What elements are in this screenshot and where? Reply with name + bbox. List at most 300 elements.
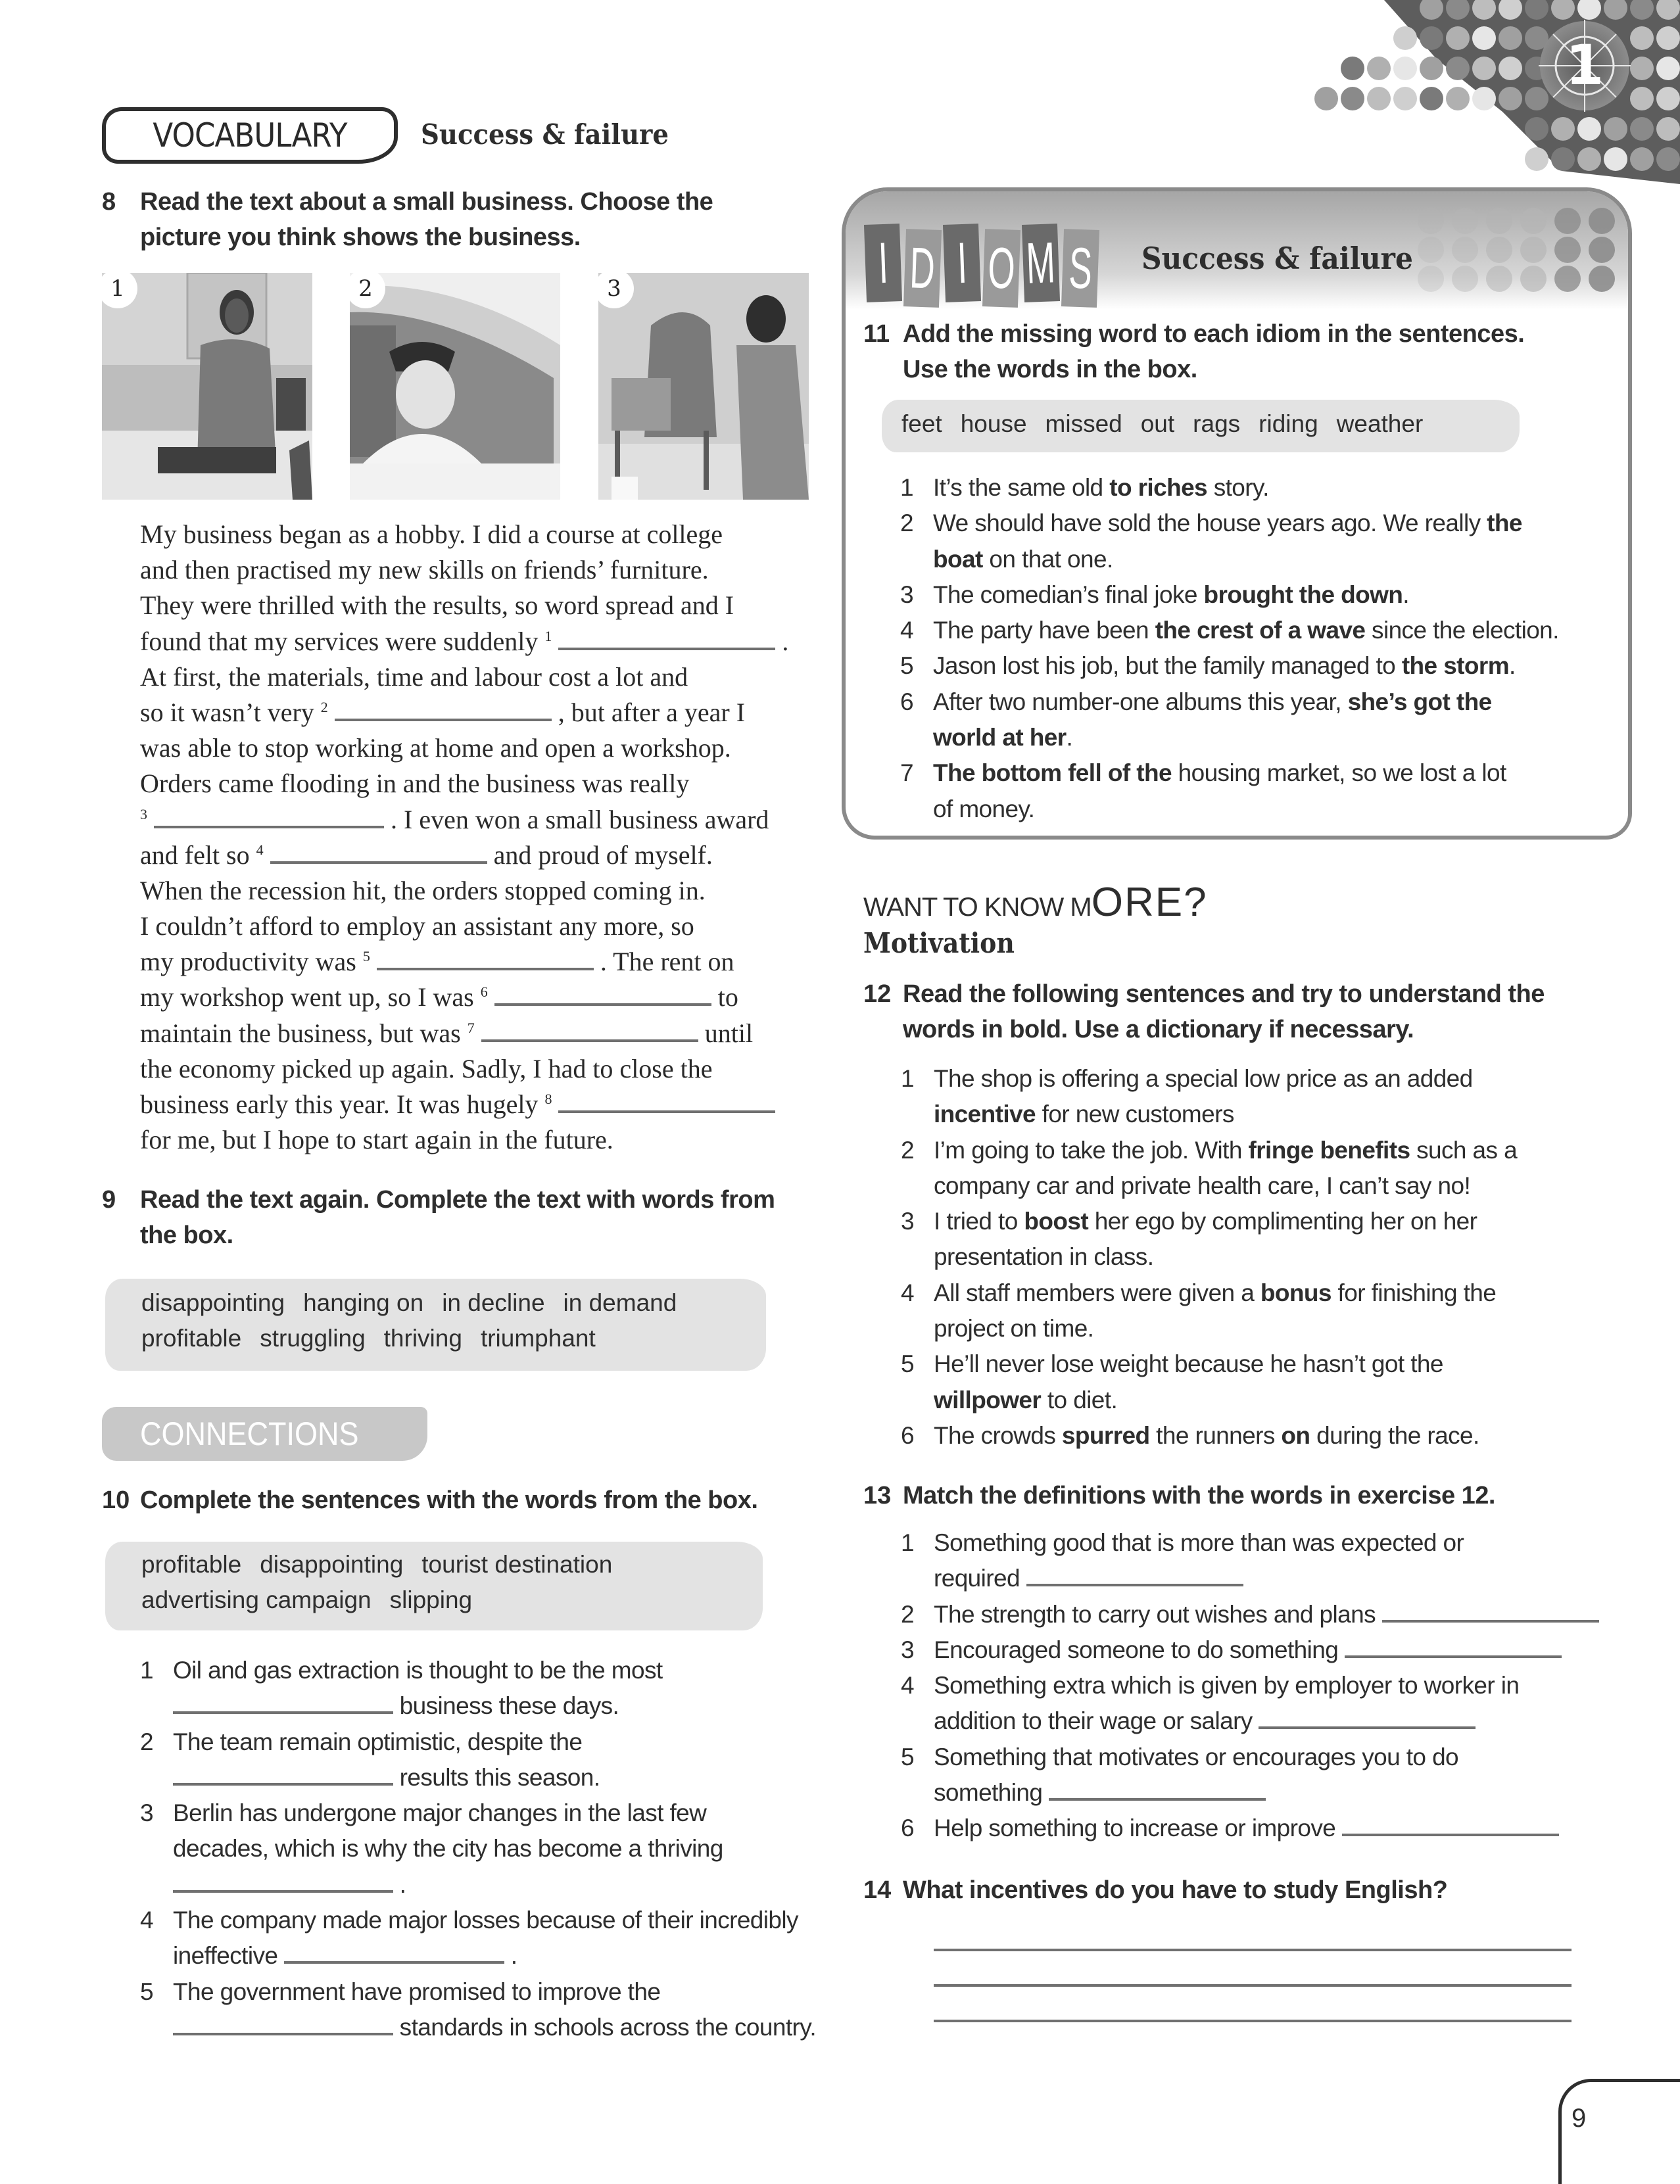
sentence-item [140, 1724, 817, 1796]
sentence-text: on that one. [982, 545, 1113, 573]
sentence-line [934, 1097, 1624, 1132]
gap-number: 1 [544, 627, 552, 644]
decorative-dot [1486, 208, 1512, 234]
decorative-dot [1656, 26, 1680, 50]
sentence-line: The team remain optimistic, despite the [173, 1728, 583, 1755]
idioms-letter: S [1067, 235, 1093, 301]
sentence-line [934, 1168, 1624, 1204]
reading-line [140, 695, 811, 730]
box-word: weather [1336, 410, 1424, 437]
reading-text: to [711, 982, 738, 1012]
answer-blank[interactable] [335, 699, 552, 721]
exercise-8-number: 8 [102, 188, 116, 216]
sentence-text: results this season. [393, 1763, 600, 1791]
decorative-dot [1446, 26, 1470, 50]
definition-line [934, 1597, 1624, 1632]
reading-text: . I even won a small business award [384, 804, 769, 834]
box-word: missed [1045, 410, 1122, 437]
definition-line [934, 1561, 1624, 1596]
sentence-text: We should have sold the house years ago. We really [933, 510, 1487, 537]
decorative-dot [1630, 26, 1654, 50]
decorative-dot [1341, 87, 1364, 110]
sentence-text: The comedian’s final joke [933, 581, 1204, 608]
reading-text: . The rent on [593, 947, 734, 977]
item-number: 6 [901, 1421, 914, 1449]
bold-term: the storm [1401, 652, 1510, 680]
exercise-8-instruction [140, 184, 713, 255]
reading-text: and felt so [140, 840, 256, 870]
decorative-dot [1525, 117, 1548, 141]
decorative-dot [1551, 117, 1575, 141]
reading-line [140, 873, 811, 909]
decorative-dot [1472, 57, 1496, 80]
sentence-text: The party have been [933, 617, 1155, 644]
answer-blank[interactable] [1049, 1778, 1266, 1801]
decorative-dot [1630, 87, 1654, 110]
box-word: profitable [141, 1325, 242, 1352]
box-word: riding [1259, 410, 1318, 437]
sentence-line [933, 720, 1610, 755]
definition-item [901, 1632, 1624, 1668]
decorative-dot [1604, 147, 1627, 171]
reading-text: my workshop went up, so I was [140, 982, 481, 1012]
sentence-line [934, 1133, 1624, 1168]
exercise-13-instruction: Match the definitions with the words in exercise 12. [903, 1482, 1495, 1509]
answer-line[interactable] [934, 2020, 1572, 2022]
item-number: 4 [140, 1907, 153, 1934]
sentence-text: during the race. [1310, 1421, 1479, 1449]
decorative-dot [1656, 87, 1680, 110]
idioms-letter-tile [903, 229, 942, 308]
sentence-text: housing market, so we lost a lot [1171, 759, 1506, 787]
decorative-dot [1314, 87, 1338, 110]
reading-line [140, 802, 811, 838]
answer-blank[interactable] [284, 1941, 504, 1964]
chapter-header-decoration [1285, 0, 1680, 197]
gap-number: 6 [480, 984, 488, 1001]
item-number: 2 [140, 1728, 153, 1755]
item-number: 2 [901, 1600, 914, 1628]
answer-blank[interactable] [558, 1091, 775, 1113]
sentence-line [934, 1239, 1624, 1275]
idioms-letter-tile [943, 224, 981, 302]
decorative-dot [1589, 237, 1615, 263]
reading-line [140, 552, 811, 588]
business-reading-text [140, 517, 811, 1158]
bold-term: brought the down [1203, 581, 1403, 608]
sentence-text: I tried to [934, 1208, 1024, 1235]
sentence-text: story. [1207, 474, 1269, 501]
decorative-dot [1656, 57, 1680, 80]
item-number: 5 [901, 1743, 914, 1770]
chapter-number: 1 [1565, 33, 1604, 97]
reading-line [140, 1016, 811, 1051]
want-to-know-more-small: WANT TO KNOW M [863, 893, 1092, 922]
page-number: 9 [1572, 2104, 1587, 2133]
instruction-line: Use the words in the box. [903, 356, 1197, 383]
box-word: out [1140, 410, 1175, 437]
reading-line [140, 766, 811, 801]
decorative-dot [1520, 208, 1547, 234]
word-row [141, 1547, 763, 1582]
item-number: 3 [901, 1636, 914, 1663]
answer-blank[interactable] [494, 984, 711, 1006]
decorative-dot [1520, 266, 1547, 292]
item-number: 4 [901, 1279, 914, 1306]
sentence-line: decades, which is why the city has become a thriving [173, 1835, 723, 1863]
idioms-dots-decoration [1391, 191, 1628, 310]
sentence-line [933, 792, 1610, 827]
decorative-dot [1554, 237, 1581, 263]
sentence-text: After two number-one albums this year, [933, 688, 1348, 715]
item-number: 1 [900, 474, 913, 501]
sentence-line [173, 2010, 817, 2045]
sentence-item [901, 1061, 1624, 1133]
exercise-13-number: 13 [863, 1482, 892, 1509]
picture-badge: 2 [350, 273, 385, 308]
idioms-letter-tile [864, 224, 902, 302]
sentence-item [901, 1418, 1624, 1454]
definition-line [934, 1740, 1624, 1775]
box-word: disappointing [260, 1551, 404, 1578]
answer-blank[interactable] [377, 948, 594, 970]
word-row [141, 1321, 766, 1356]
bold-term: the crest of a wave [1155, 617, 1366, 644]
box-word: disappointing [141, 1289, 285, 1316]
answer-blank[interactable] [154, 806, 384, 828]
decorative-dot [1525, 147, 1548, 171]
exercise-9-instruction [140, 1182, 775, 1253]
item-number: 1 [901, 1529, 914, 1556]
exercise-13-definitions [901, 1525, 1624, 1847]
sentence-line [934, 1383, 1624, 1418]
definition-text: Help something to increase or improve [934, 1815, 1342, 1842]
instruction-line: Read the text about a small business. Choose the [140, 188, 713, 216]
definition-text: Encouraged someone to do something [934, 1636, 1345, 1663]
decorative-dot [1452, 208, 1478, 234]
sentence-text: business these days. [393, 1692, 619, 1720]
word-row [901, 406, 1520, 442]
decorative-dot [1604, 117, 1627, 141]
decorative-dot [1486, 266, 1512, 292]
sentence-text: standards in schools across the country. [393, 2013, 817, 2041]
instruction-line: Read the following sentences and try to understand the [903, 980, 1545, 1008]
decorative-dot [1656, 117, 1680, 141]
answer-blank[interactable] [1259, 1707, 1476, 1729]
reading-line [140, 1051, 811, 1087]
picture-3-upholsterer[interactable] [598, 273, 809, 500]
decorative-dot [1472, 26, 1496, 50]
picture-2-chauffeur[interactable] [350, 273, 560, 500]
sentence-item [901, 1275, 1624, 1347]
reading-line [140, 624, 811, 659]
answer-blank[interactable] [270, 842, 487, 864]
idioms-panel [842, 187, 1632, 840]
definition-item [901, 1525, 1624, 1597]
decorative-dot [1577, 147, 1601, 171]
item-number: 4 [900, 617, 913, 644]
bold-term: world at her [933, 724, 1067, 751]
gap-number: 5 [362, 948, 370, 965]
sentence-line [934, 1204, 1624, 1239]
reading-text: until [698, 1018, 754, 1048]
bold-term: the [1487, 510, 1522, 537]
reading-text: I couldn’t afford to employ an assistant any more, so [140, 911, 694, 941]
sentence-item [901, 1133, 1624, 1204]
decorative-dot [1418, 237, 1444, 263]
box-word: feet [901, 410, 942, 437]
exercise-12-instruction [903, 976, 1545, 1047]
item-number: 3 [140, 1799, 153, 1827]
item-number: 3 [901, 1208, 914, 1235]
sentence-line [173, 1688, 817, 1724]
decorative-dot [1446, 87, 1470, 110]
sentence-line [173, 1760, 817, 1795]
reading-text: My business began as a hobby. I did a course at college [140, 519, 723, 549]
idioms-letter: D [909, 235, 936, 301]
sentence-line [173, 1867, 817, 1903]
sentence-text: The shop is offering a special low price as an added [934, 1065, 1473, 1092]
reading-text: They were thrilled with the results, so word spread and I [140, 590, 734, 621]
sentence-line [934, 1418, 1624, 1454]
decorative-dot [1418, 266, 1444, 292]
sentence-line [933, 470, 1610, 506]
reading-text: business early this year. It was hugely [140, 1089, 545, 1119]
box-word: in demand [563, 1289, 677, 1316]
answer-line[interactable] [934, 1949, 1572, 1951]
decorative-dot [1554, 266, 1581, 292]
item-number: 6 [901, 1815, 914, 1842]
reading-text: found that my services were suddenly [140, 626, 545, 656]
decorative-dot [1499, 87, 1522, 110]
sentence-text: since the election. [1365, 617, 1559, 644]
sentence-item [140, 1653, 817, 1724]
decorative-dot [1446, 57, 1470, 80]
reading-text: , but after a year I [551, 697, 746, 727]
sentence-item [900, 613, 1610, 648]
answer-blank[interactable] [1382, 1600, 1599, 1623]
answer-blank[interactable] [558, 628, 775, 650]
connections-section-label [102, 1407, 427, 1461]
word-row [141, 1285, 766, 1321]
reading-line [140, 588, 811, 623]
exercise-10-instruction: Complete the sentences with the words from the box. [140, 1486, 758, 1514]
bold-term: she’s got the [1347, 688, 1492, 715]
answer-blank[interactable] [1345, 1636, 1562, 1658]
bold-term: to riches [1109, 474, 1208, 501]
sentence-line: Berlin has undergone major changes in the last few [173, 1799, 707, 1827]
sentence-text: company car and private health care, I can’t say no! [934, 1172, 1471, 1199]
reading-text: maintain the business, but was [140, 1018, 468, 1048]
definition-text: The strength to carry out wishes and plans [934, 1600, 1382, 1628]
decorative-dot [1551, 147, 1575, 171]
decorative-dot [1420, 26, 1443, 50]
decorative-dot [1452, 237, 1478, 263]
connections-label: CONNECTIONS [140, 1415, 359, 1452]
exercise-14-question: What incentives do you have to study English? [903, 1876, 1448, 1904]
sentence-item [140, 1903, 817, 1974]
bold-term: boat [933, 545, 983, 573]
answer-blank[interactable] [481, 1020, 698, 1042]
instruction-line: words in bold. Use a dictionary if necessary. [903, 1016, 1414, 1043]
picture-1-kitchen[interactable] [102, 273, 312, 500]
gap-number: 8 [544, 1091, 552, 1107]
definition-line [934, 1525, 1624, 1561]
exercise-11-number: 11 [863, 320, 890, 348]
sentence-text: It’s the same old [933, 474, 1110, 501]
exercise-11-sentences [900, 470, 1610, 827]
sentence-text: Jason lost his job, but the family managed to [933, 652, 1402, 680]
sentence-line [173, 1938, 817, 1974]
decorative-dot [1420, 57, 1443, 80]
item-number: 7 [900, 759, 913, 787]
sentence-line [934, 1061, 1624, 1097]
decorative-dot [1393, 26, 1417, 50]
decorative-dot [1630, 117, 1654, 141]
chauffeur-photo-image [350, 273, 560, 500]
answer-blank[interactable] [173, 1763, 393, 1786]
workshop-photo-image [598, 273, 809, 500]
sentence-item [900, 648, 1610, 684]
exercise-9-word-box [105, 1279, 766, 1371]
idioms-letter: I [876, 229, 890, 296]
exercise-12-sentences [901, 1061, 1624, 1454]
sentence-text: her ego by complimenting her on her [1088, 1208, 1477, 1235]
item-number: 3 [900, 581, 913, 608]
sentence-line [933, 613, 1610, 648]
idioms-topic: Success & failure [1141, 241, 1413, 276]
answer-blank[interactable] [173, 1692, 393, 1714]
reading-text: was able to stop working at home and open a workshop. [140, 733, 731, 763]
decorative-dot [1367, 87, 1391, 110]
item-number: 5 [140, 1978, 153, 2005]
reading-text: the economy picked up again. Sadly, I had to close the [140, 1053, 713, 1083]
sentence-text: for new customers [1036, 1101, 1234, 1128]
reading-text: At first, the materials, time and labour cost a lot and [140, 661, 688, 692]
sentence-text: He’ll never lose weight because he hasn’t got the [934, 1350, 1443, 1378]
sentence-text: . [393, 1870, 406, 1898]
sentence-text: such as a [1410, 1136, 1518, 1164]
instruction-line: Add the missing word to each idiom in the sentences. [903, 320, 1525, 348]
decorative-dot [1452, 266, 1478, 292]
box-word: advertising campaign [141, 1586, 372, 1613]
sentence-line [933, 648, 1610, 684]
decorative-dot [1393, 87, 1417, 110]
definition-item [901, 1668, 1624, 1740]
reading-text: my productivity was [140, 947, 363, 977]
answer-blank[interactable] [173, 1870, 393, 1893]
decorative-dot [1341, 57, 1364, 80]
definition-text: something [934, 1779, 1049, 1807]
definition-item [901, 1740, 1624, 1811]
reading-line [140, 838, 811, 873]
gap-number: 7 [467, 1019, 475, 1036]
answer-blank[interactable] [173, 2013, 393, 2035]
idioms-header [846, 191, 1628, 310]
reading-line [140, 1122, 811, 1158]
sentence-text: project on time. [934, 1315, 1094, 1342]
instruction-line: picture you think shows the business. [140, 224, 581, 251]
bold-term: The bottom fell of the [933, 759, 1172, 787]
exercise-11-instruction [903, 316, 1524, 387]
definition-item [901, 1597, 1624, 1632]
decorative-dot [1486, 237, 1512, 263]
item-number: 5 [901, 1350, 914, 1378]
reading-line [140, 659, 811, 695]
sentence-text: . [1509, 652, 1516, 680]
box-word: triumphant [480, 1325, 596, 1352]
answer-line[interactable] [934, 1984, 1572, 1987]
definition-text: Something extra which is given by employer to worker in [934, 1672, 1520, 1699]
reading-text: When the recession hit, the orders stopped coming in. [140, 875, 706, 905]
sentence-text: All staff members were given a [934, 1279, 1260, 1306]
item-number: 1 [140, 1657, 153, 1684]
definition-line [934, 1632, 1624, 1668]
vocabulary-section-label [102, 107, 398, 164]
bold-term: fringe benefits [1248, 1136, 1410, 1164]
want-to-know-more-heading [863, 880, 1208, 926]
definition-text: Something that motivates or encourages you to do [934, 1743, 1459, 1770]
answer-blank[interactable] [1342, 1814, 1559, 1836]
reading-line [140, 944, 811, 980]
box-word: in decline [442, 1289, 545, 1316]
reading-text: for me, but I hope to start again in the future. [140, 1125, 613, 1155]
sentence-text: for finishing the [1331, 1279, 1497, 1306]
want-to-know-more-big: ORE? [1091, 880, 1208, 925]
box-word: hanging on [303, 1289, 424, 1316]
item-number: 1 [901, 1065, 914, 1092]
box-word: profitable [141, 1551, 242, 1578]
idioms-letter: M [1025, 229, 1057, 296]
sentence-item [900, 755, 1610, 827]
vocabulary-topic: Success & failure [421, 118, 669, 151]
box-word: struggling [260, 1325, 366, 1352]
decorative-dot [1554, 208, 1581, 234]
definition-item [901, 1811, 1624, 1846]
exercise-14-number: 14 [863, 1876, 892, 1904]
exercise-9-number: 9 [102, 1186, 116, 1214]
kitchen-photo-image [102, 273, 312, 500]
reading-text: so it wasn’t very [140, 697, 321, 727]
instruction-line: the box. [140, 1222, 233, 1249]
sentence-text: the runners [1149, 1421, 1282, 1449]
sentence-line [933, 684, 1610, 720]
definition-line [934, 1703, 1624, 1739]
sentence-item [140, 1795, 817, 1903]
sentence-item [900, 506, 1610, 577]
sentence-line: Oil and gas extraction is thought to be the most [173, 1657, 663, 1684]
item-number: 5 [900, 652, 913, 680]
reading-line [140, 517, 811, 552]
box-word: rags [1193, 410, 1241, 437]
picture-badge: 3 [598, 273, 634, 308]
sentence-line [934, 1346, 1624, 1382]
decorative-dot [1420, 87, 1443, 110]
answer-blank[interactable] [1026, 1564, 1243, 1586]
reading-text: and then practised my new skills on friends’ furniture. [140, 555, 709, 585]
decorative-dot [1589, 208, 1615, 234]
sentence-text: . [1403, 581, 1409, 608]
decorative-dot [1367, 57, 1391, 80]
sentence-item [900, 577, 1610, 613]
sentence-text: . [504, 1942, 517, 1970]
decorative-dot [1630, 147, 1654, 171]
reading-line [140, 909, 811, 944]
decorative-dot [1656, 147, 1680, 171]
decorative-dot [1525, 87, 1548, 110]
decorative-dot [1472, 87, 1496, 110]
reading-line [140, 730, 811, 766]
